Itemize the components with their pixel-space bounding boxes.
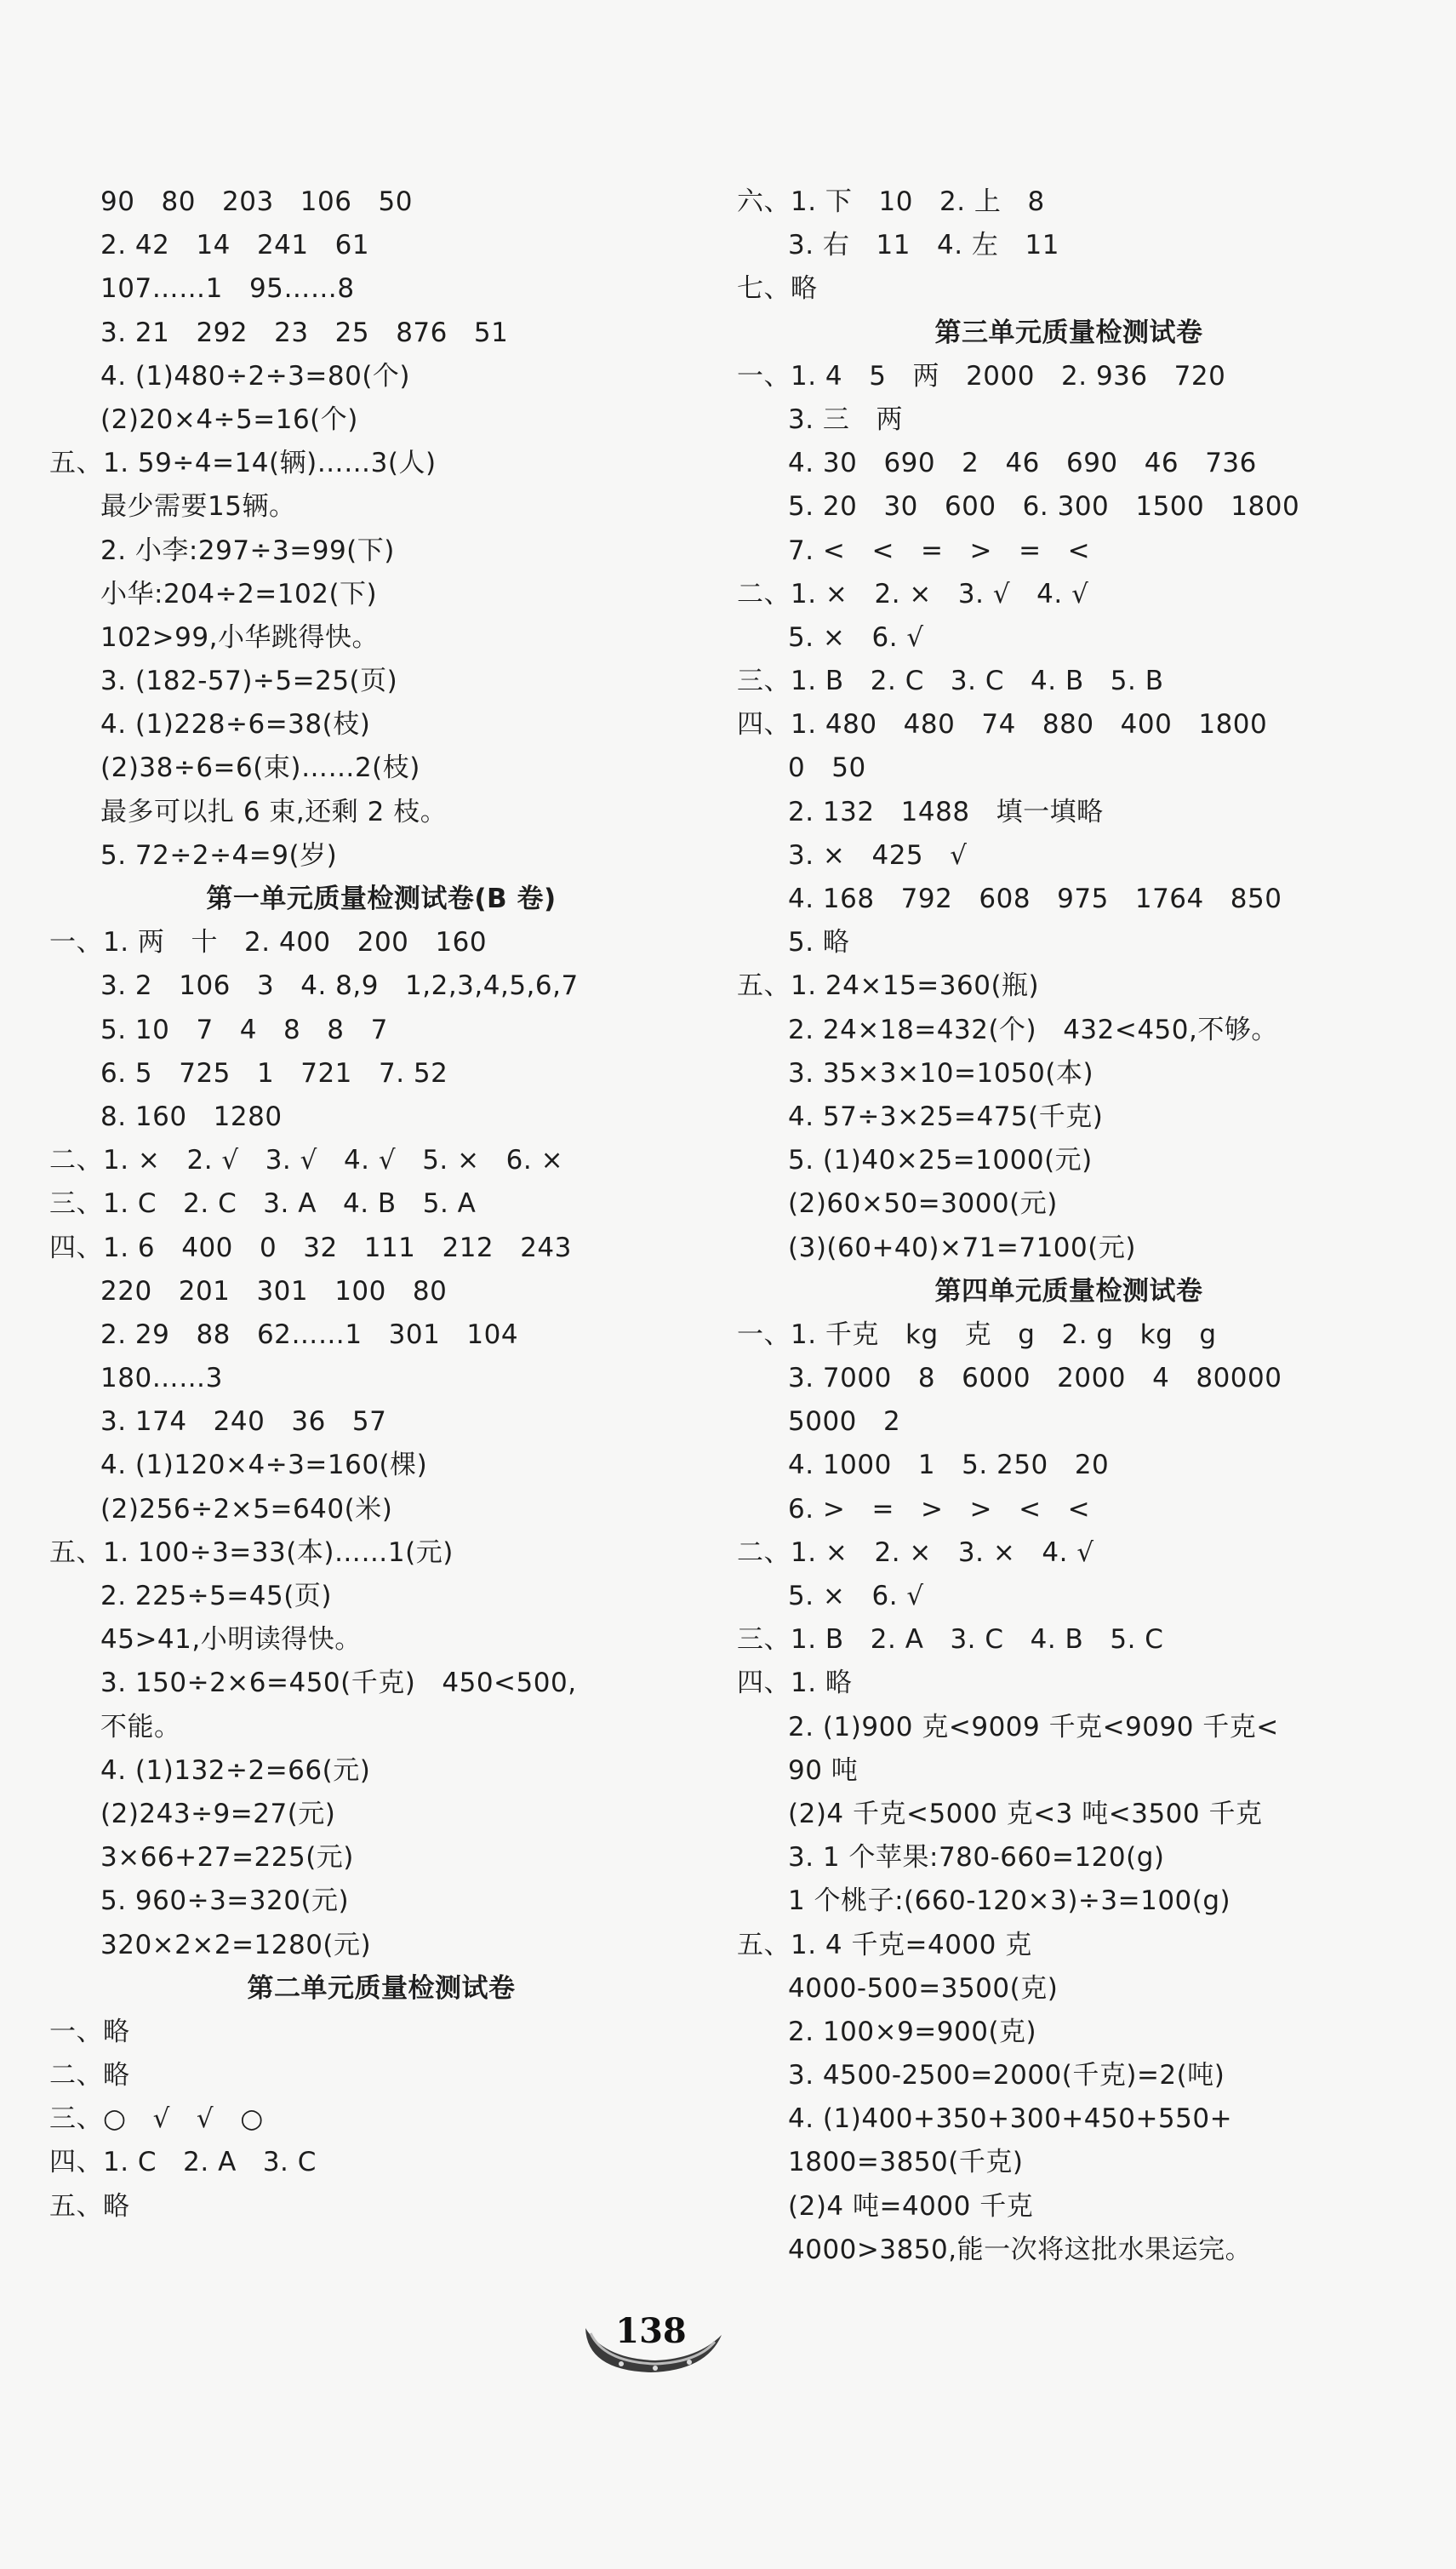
answer-line: 三、1. B 2. C 3. C 4. B 5. B (737, 666, 1164, 697)
answer-line: 三、1. B 2. A 3. C 4. B 5. C (737, 1624, 1164, 1656)
answer-line: 3. 35×3×10=1050(本) (788, 1057, 1094, 1089)
answer-line: 5. 20 30 600 6. 300 1500 1800 (788, 491, 1300, 523)
answer-line: (2)60×50=3000(元) (788, 1188, 1058, 1220)
answer-line: 四、1. C 2. A 3. C (49, 2147, 317, 2178)
answer-line: 四、1. 略 (737, 1668, 853, 1699)
answer-line: 1 个桃子:(660-120×3)÷3=100(g) (788, 1885, 1231, 1917)
answer-line: 二、1. × 2. × 3. × 4. √ (737, 1536, 1094, 1568)
answer-line: 四、1. 6 400 0 32 111 212 243 (49, 1232, 572, 1263)
page-number-badge (570, 2303, 740, 2379)
answer-line: 3. (182-57)÷5=25(页) (100, 666, 398, 697)
answer-line: 5. 960÷3=320(元) (100, 1885, 350, 1917)
answer-line: (2)4 千克<5000 克<3 吨<3500 千克 (788, 1798, 1263, 1829)
answer-line: 4. 1000 1 5. 250 20 (788, 1450, 1110, 1481)
answer-line: 2. 100×9=900(克) (788, 2016, 1037, 2047)
answer-line: 五、1. 4 千克=4000 克 (737, 1929, 1032, 1960)
answer-line: (2)256÷2×5=640(米) (100, 1493, 393, 1525)
answer-line: 320×2×2=1280(元) (100, 1929, 372, 1960)
answer-line: 4000>3850,能一次将这批水果运完。 (788, 2234, 1253, 2265)
answer-line: 3. 2 106 3 4. 8,9 1,2,3,4,5,6,7 (100, 970, 579, 1002)
answer-line: 3. 21 292 23 25 876 51 (100, 317, 509, 348)
answer-line: (2)243÷9=27(元) (100, 1798, 336, 1829)
answer-line: 7. < < = > = < (788, 535, 1091, 566)
right-column (737, 180, 1401, 2272)
answer-line: 2. (1)900 克<9009 千克<9090 千克< (788, 1711, 1279, 1742)
answer-line: 4000-500=3500(克) (788, 1972, 1059, 2004)
section-heading: 第一单元质量检测试卷(B 卷) (206, 884, 557, 914)
answer-line: 180……3 (100, 1363, 223, 1394)
answer-line: 4. 30 690 2 46 690 46 736 (788, 448, 1257, 479)
section-heading: 第二单元质量检测试卷 (247, 1972, 516, 2004)
answer-line: 3. 7000 8 6000 2000 4 80000 (788, 1363, 1282, 1394)
answer-line: 5. 72÷2÷4=9(岁) (100, 839, 338, 871)
answer-line: 2. 132 1488 填一填略 (788, 796, 1104, 827)
answer-line: 2. 24×18=432(个) 432<450,不够。 (788, 1014, 1278, 1045)
answer-line: 二、略 (49, 2060, 130, 2091)
answer-line: 一、1. 4 5 两 2000 2. 936 720 (737, 360, 1226, 392)
answer-line: (2)20×4÷5=16(个) (100, 403, 358, 435)
answer-line: 90 80 203 106 50 (100, 186, 413, 217)
answer-line: 5. × 6. √ (788, 1581, 924, 1611)
answer-line: 二、1. × 2. √ 3. √ 4. √ 5. × 6. × (49, 1145, 564, 1176)
answer-line: 三、1. C 2. C 3. A 4. B 5. A (49, 1188, 477, 1220)
answer-line: 5. 略 (788, 927, 850, 958)
answer-line: 4. (1)132÷2=66(元) (100, 1754, 371, 1786)
answer-line: 五、1. 100÷3=33(本)……1(元) (49, 1536, 454, 1568)
answer-line: 220 201 301 100 80 (100, 1275, 448, 1307)
answer-line: 102>99,小华跳得快。 (100, 621, 379, 653)
left-column (49, 180, 713, 2229)
answer-line: 3. 150÷2×6=450(千克) 450<500, (100, 1668, 577, 1699)
answer-line: 五、略 (49, 2190, 130, 2222)
answer-line: (3)(60+40)×71=7100(元) (788, 1232, 1136, 1263)
answer-line: 一、1. 千克 kg 克 g 2. g kg g (737, 1319, 1217, 1350)
section-heading: 第四单元质量检测试卷 (934, 1275, 1203, 1307)
answer-line: (2)38÷6=6(束)……2(枝) (100, 752, 420, 784)
answer-line: 3. 1 个苹果:780-660=120(g) (788, 1842, 1165, 1874)
answer-line: 8. 160 1280 (100, 1101, 283, 1132)
answer-line: 5. 10 7 4 8 8 7 (100, 1014, 388, 1045)
answer-line: 不能。 (100, 1711, 181, 1742)
answer-line: 四、1. 480 480 74 880 400 1800 (737, 709, 1268, 741)
answer-line: 5. (1)40×25=1000(元) (788, 1145, 1093, 1176)
answer-line: 小华:204÷2=102(下) (100, 578, 378, 609)
answer-line: 6. > = > > < < (788, 1493, 1091, 1525)
answer-line: 最少需要15辆。 (100, 491, 296, 523)
answer-line: 五、1. 24×15=360(瓶) (737, 970, 1040, 1002)
answer-line: 6. 5 725 1 721 7. 52 (100, 1057, 448, 1089)
answer-line: 3. 174 240 36 57 (100, 1406, 387, 1438)
answer-line: 5. × 6. √ (788, 621, 924, 653)
answer-line: 4. 57÷3×25=475(千克) (788, 1101, 1104, 1132)
answer-line: 2. 225÷5=45(页) (100, 1581, 332, 1611)
section-heading: 第三单元质量检测试卷 (934, 317, 1203, 348)
answer-line: 90 吨 (788, 1754, 859, 1786)
answer-line: 3. 4500-2500=2000(千克)=2(吨) (788, 2060, 1225, 2091)
answer-line: 4. (1)120×4÷3=160(棵) (100, 1450, 428, 1481)
answer-line: 一、1. 两 十 2. 400 200 160 (49, 927, 488, 958)
answer-line: 3. × 425 √ (788, 839, 968, 871)
answer-line: 2. 42 14 241 61 (100, 230, 370, 261)
answer-line: 107……1 95……8 (100, 273, 355, 305)
answer-line: 0 50 (788, 752, 866, 784)
answer-line: 1800=3850(千克) (788, 2147, 1024, 2178)
answer-line: 5000 2 (788, 1406, 901, 1438)
answer-line: 3. 右 11 4. 左 11 (788, 230, 1059, 261)
answer-line: 3. 三 两 (788, 403, 903, 435)
answer-line: 六、1. 下 10 2. 上 8 (737, 186, 1045, 217)
answer-line: 4. (1)228÷6=38(枝) (100, 709, 371, 741)
answer-line: 45>41,小明读得快。 (100, 1624, 362, 1656)
answer-line: (2)4 吨=4000 千克 (788, 2190, 1034, 2222)
answer-line: 七、略 (737, 273, 818, 305)
answer-line: 最多可以扎 6 束,还剩 2 枝。 (100, 796, 448, 827)
answer-line: 4. (1)400+350+300+450+550+ (788, 2103, 1233, 2135)
answer-line: 一、略 (49, 2016, 130, 2047)
answer-line: 三、○ √ √ ○ (49, 2103, 264, 2135)
answer-line: 五、1. 59÷4=14(辆)……3(人) (49, 448, 437, 479)
answer-line: 2. 小李:297÷3=99(下) (100, 535, 395, 566)
answer-line: 4. 168 792 608 975 1764 850 (788, 884, 1282, 914)
answer-line: 4. (1)480÷2÷3=80(个) (100, 360, 411, 392)
answer-line: 二、1. × 2. × 3. √ 4. √ (737, 578, 1089, 609)
page-number: 138 (615, 2311, 687, 2351)
answer-line: 3×66+27=225(元) (100, 1842, 354, 1874)
answer-line: 2. 29 88 62……1 301 104 (100, 1319, 519, 1350)
